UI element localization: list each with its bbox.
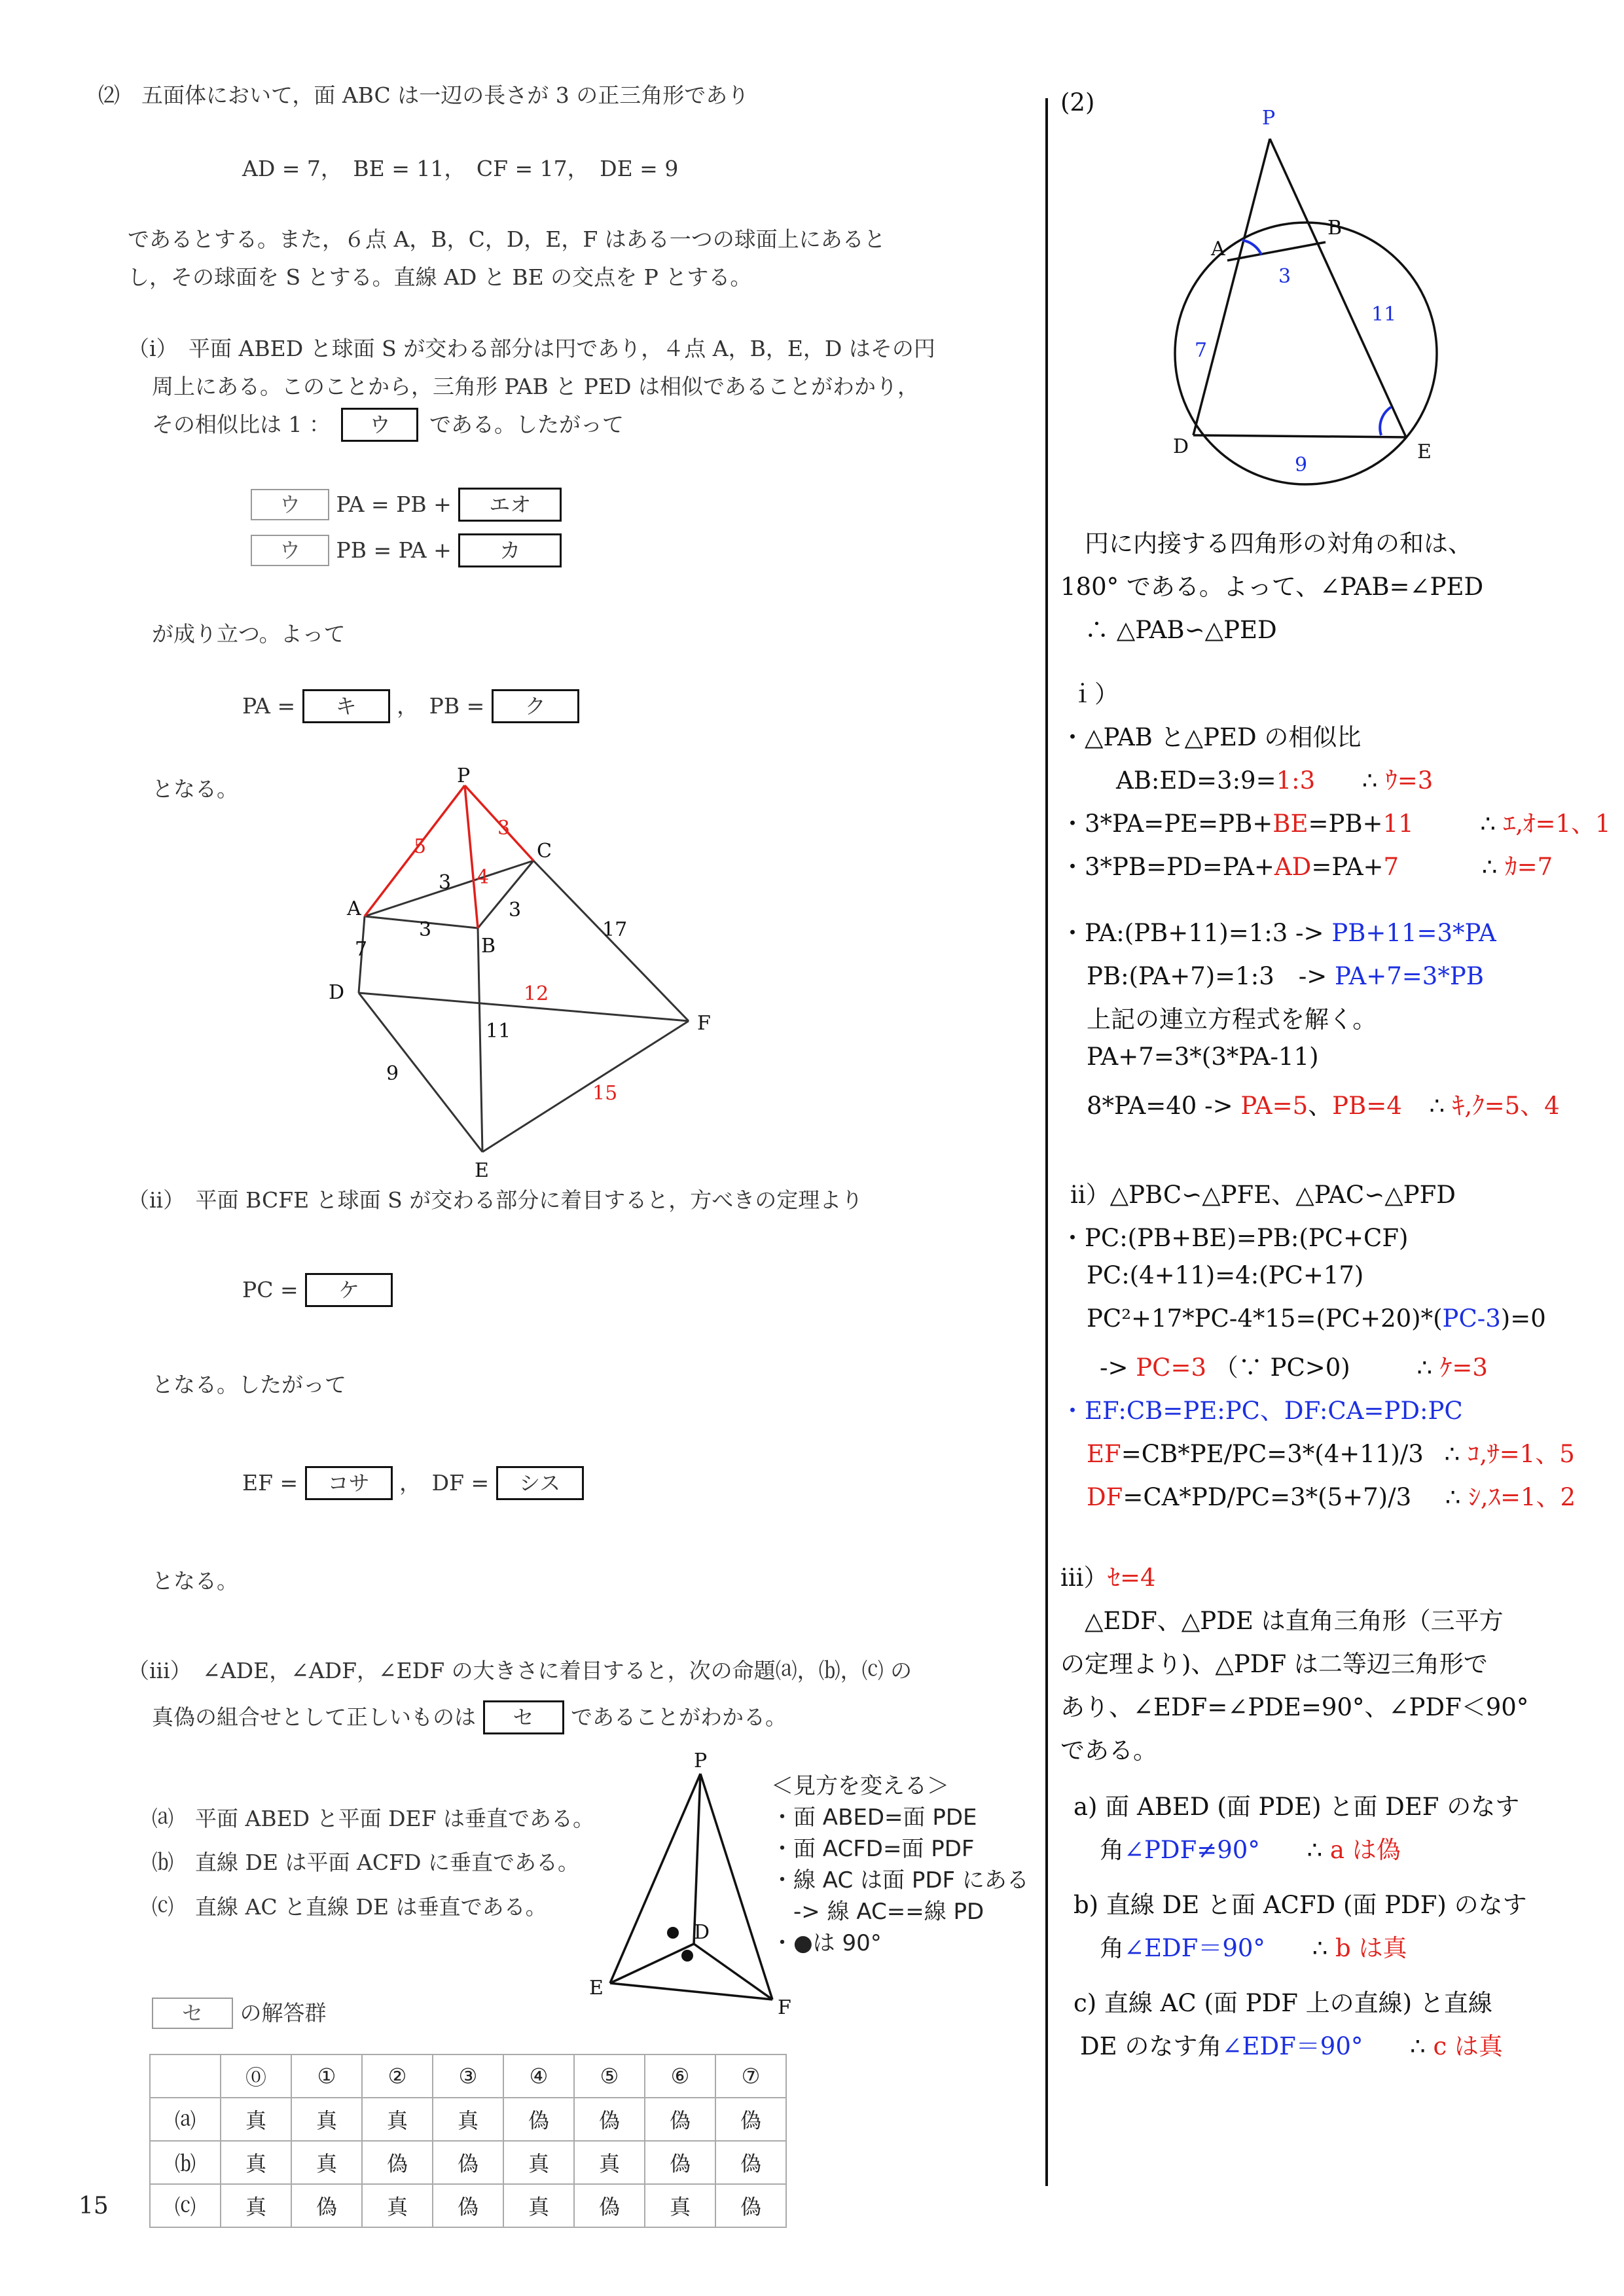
answer-group-heading: セ の解答群 [152,1996,327,2029]
len-DE: 9 [386,1062,399,1085]
truth-table [149,2054,787,2228]
part-i-line3: その相似比は 1 ： ウ である。したがって [152,408,624,442]
sol-i8: PA+7=3*(3*PA-11) [1087,1043,1319,1071]
red-PB [465,785,478,928]
naru-1: となる。 [152,776,238,802]
right-angle-dot [681,1950,693,1962]
len-AC: 3 [439,871,452,894]
sol-ii7: DF=CA*PD/PC=3*(5+7)/3 ∴ ｼ,ｽ=1、2 [1087,1483,1576,1511]
answer-box-kosa[interactable]: コサ [305,1466,393,1500]
len-AD: 7 [355,938,368,961]
part-ii-line1: （ii） 平面 BCFE と球面 S が交わる部分に着目すると，方べきの定理より [128,1187,863,1213]
part-i-line2: 周上にある。このことから，三角形 PAB と PED は相似であることがわかり， [152,374,919,399]
label-B: B [481,935,496,958]
q2-intro: ⑵ 五面体において，面 ABC は一辺の長さが 3 の正三角形であり [98,82,749,108]
sol-ii5: ・EF:CB=PE:PC、DF:CA=PD:PC [1060,1397,1463,1425]
sol-c2: DE のなす角∠EDF＝90° ∴ c は真 [1080,2032,1503,2060]
sol-a1: a) 面 ABED (面 PDE) と面 DEF のなす [1074,1793,1520,1821]
sol-s3: ∴ △PAB∽△PED [1060,616,1277,644]
label-D: D [1173,435,1189,458]
len-BE: 11 [486,1020,511,1043]
tatsu-text: が成り立つ。よって [152,621,346,647]
part-iii-line2: 真偽の組合せとして正しいものは セ であることがわかる。 [152,1700,787,1734]
len-EF: 15 [592,1082,618,1105]
table-row: ⒜ 真 真 真 真 偽 偽 偽 偽 [150,2098,786,2141]
len-PB: 4 [477,866,490,889]
column-divider [1045,98,1048,2186]
sol-i5: ・PA:(PB+11)=1:3 -> PB+11=3*PA [1060,919,1496,947]
pa-pb-line: PA = キ ， PB = ク [242,689,579,723]
sol-iii2: の定理より)、△PDF は二等辺三角形で [1060,1650,1488,1678]
len-CF: 17 [602,918,628,941]
ref-box-se: セ [152,1998,233,2029]
part-i-line1: （i） 平面 ABED と球面 S が交わる部分は円であり，４点 A，B，E，D はその円 [128,336,935,361]
ref-box-u: ウ [251,489,329,520]
answer-box-ka[interactable]: カ [458,533,562,567]
sol-i4: ・3*PB=PD=PA+AD=PA+7 ∴ ｶ=7 [1060,853,1553,881]
table-row: ⒞ 真 偽 真 偽 真 偽 真 偽 [150,2184,786,2227]
sol-i2: AB:ED=3:9=1:3 ∴ ｳ=3 [1116,766,1434,795]
naru-3: となる。 [152,1568,238,1594]
len-DE: 9 [1295,454,1308,476]
len-AB: 3 [1278,265,1291,288]
intro-line2: であるとする。また，６点 A，B，C，D，E，F はある一つの球面上にあると [128,226,886,252]
table-header-row: ⓪ ① ② ③ ④ ⑤ ⑥ ⑦ [150,2054,786,2098]
sol-s1: 円に内接する四角形の対角の和は、 [1060,529,1472,558]
label-B: B [1327,217,1343,240]
table-row: ⒝ 真 真 偽 偽 真 真 偽 偽 [150,2141,786,2184]
sol-i-head: ｉ） [1070,680,1119,708]
label-C: C [537,840,552,863]
sol-ii3: PC²+17*PC-4*15=(PC+20)*(PC-3)=0 [1087,1304,1546,1333]
label-E: E [1417,440,1432,463]
label-E: E [475,1159,489,1182]
ref-box-u: ウ [251,535,329,566]
given-lengths: AD = 7， BE = 11， CF = 17， DE = 9 [242,156,679,181]
answer-box-ki[interactable]: キ [302,689,390,723]
edge-BE [478,928,482,1152]
tetrahedron-figure [576,1748,791,2022]
sol-i6: PB:(PA+7)=1:3 -> PA+7=3*PB [1087,962,1484,990]
page-number: 15 [79,2193,109,2219]
label-P: P [1262,107,1276,130]
sol-i1: ・△PAB と△PED の相似比 [1060,723,1362,751]
sol-iii4: である。 [1060,1736,1157,1765]
inscribed-circle-figure [1165,105,1492,484]
label-F: F [778,1996,791,2019]
pentahedron-figure [314,764,733,1182]
answer-box-shisu[interactable]: シス [496,1466,584,1500]
proposition-b: ⒝ 直線 DE は平面 ACFD に垂直である。 [152,1850,579,1875]
len-BE: 11 [1371,303,1397,326]
sol-ii2: PC:(4+11)=4:(PC+17) [1087,1261,1364,1289]
label-P: P [694,1749,708,1772]
len-AD: 7 [1195,339,1208,362]
angle-PAB-arc [1242,240,1261,255]
label-E: E [589,1977,604,2000]
angle-PED-arc [1380,407,1391,435]
naru-2: となる。したがって [152,1372,346,1397]
intro-line3: し，その球面を S とする。直線 AD と BE の交点を P とする。 [128,264,752,290]
label-D: D [694,1921,710,1944]
sol-c1: c) 直線 AC (面 PDF 上の直線) と直線 [1074,1989,1492,2017]
right-angle-dot [667,1927,679,1939]
len-DF: 12 [524,982,549,1005]
sol-i9: 8*PA=40 -> PA=5、PB=4 ∴ ｷ,ｸ=5、4 [1087,1092,1560,1120]
label-P: P [457,764,471,787]
ef-df-line: EF = コサ ， DF = シス [242,1466,584,1500]
sol-s2: 180° である。よって、∠PAB=∠PED [1060,573,1484,601]
sol-b2: 角∠EDF＝90° ∴ b は真 [1100,1934,1407,1962]
label-F: F [697,1012,711,1035]
sol-iii1: △EDF、△PDE は直角三角形（三平方 [1060,1607,1504,1635]
len-PC: 3 [497,817,511,840]
label-A: A [347,897,361,920]
sol-ii4: -> PC=3 （∵ PC>0) ∴ ｹ=3 [1100,1354,1488,1382]
part-iii-line1: （iii） ∠ADE，∠ADF，∠EDF の大きさに着目すると，次の命題⒜，⒝，⒞ の [128,1658,912,1683]
label-D: D [329,981,345,1004]
sol-i3: ・3*PA=PE=PB+BE=PB+11 ∴ ｴ,ｵ=1、1 [1060,810,1611,838]
view-change-note: ＜見方を変える＞ ・面 ABED=面 PDE ・面 ACFD=面 PDF ・線 AC は面 PDF にある -> 線 AC==線 PD ・●は 90° [771,1773,1029,1956]
proposition-c: ⒞ 直線 AC と直線 DE は垂直である。 [152,1894,547,1920]
proposition-a: ⒜ 平面 ABED と平面 DEF は垂直である。 [152,1806,595,1831]
answer-box-ke[interactable]: ケ [305,1273,393,1307]
len-AB: 3 [419,918,432,941]
edge-EF [482,1021,689,1152]
sol-i7: 上記の連立方程式を解く。 [1087,1005,1377,1033]
sol-b1: b) 直線 DE と面 ACFD (面 PDF) のなす [1074,1891,1527,1919]
solution-header: (2) [1060,88,1095,117]
sol-iii-head: ⅲ）ｾ=4 [1060,1564,1156,1592]
len-BC: 3 [509,899,522,922]
sol-a2: 角∠PDF≠90° ∴ a は偽 [1100,1836,1401,1864]
sol-ii1: ・PC:(PB+BE)=PB:(PC+CF) [1060,1224,1409,1252]
sol-ii6: EF=CB*PE/PC=3*(4+11)/3 ∴ ｺ,ｻ=1、5 [1087,1440,1575,1468]
label-A: A [1211,238,1225,260]
answer-box-ku[interactable]: ク [492,689,579,723]
answer-box-eo[interactable]: エオ [458,488,562,522]
equation-2: ウ PB = PA + カ [251,533,562,567]
answer-box-u[interactable]: ウ [341,408,418,442]
equation-1: ウ PA = PB + エオ [251,488,562,522]
len-PA: 5 [414,835,427,858]
sol-iii3: あり、∠EDF=∠PDE=90°、∠PDF＜90° [1060,1693,1529,1721]
sol-ii-head: ⅱ）△PBC∽△PFE、△PAC∽△PFD [1070,1181,1456,1209]
edge-DE [359,993,482,1152]
pc-line: PC = ケ [242,1273,393,1307]
answer-box-se[interactable]: セ [483,1700,564,1734]
